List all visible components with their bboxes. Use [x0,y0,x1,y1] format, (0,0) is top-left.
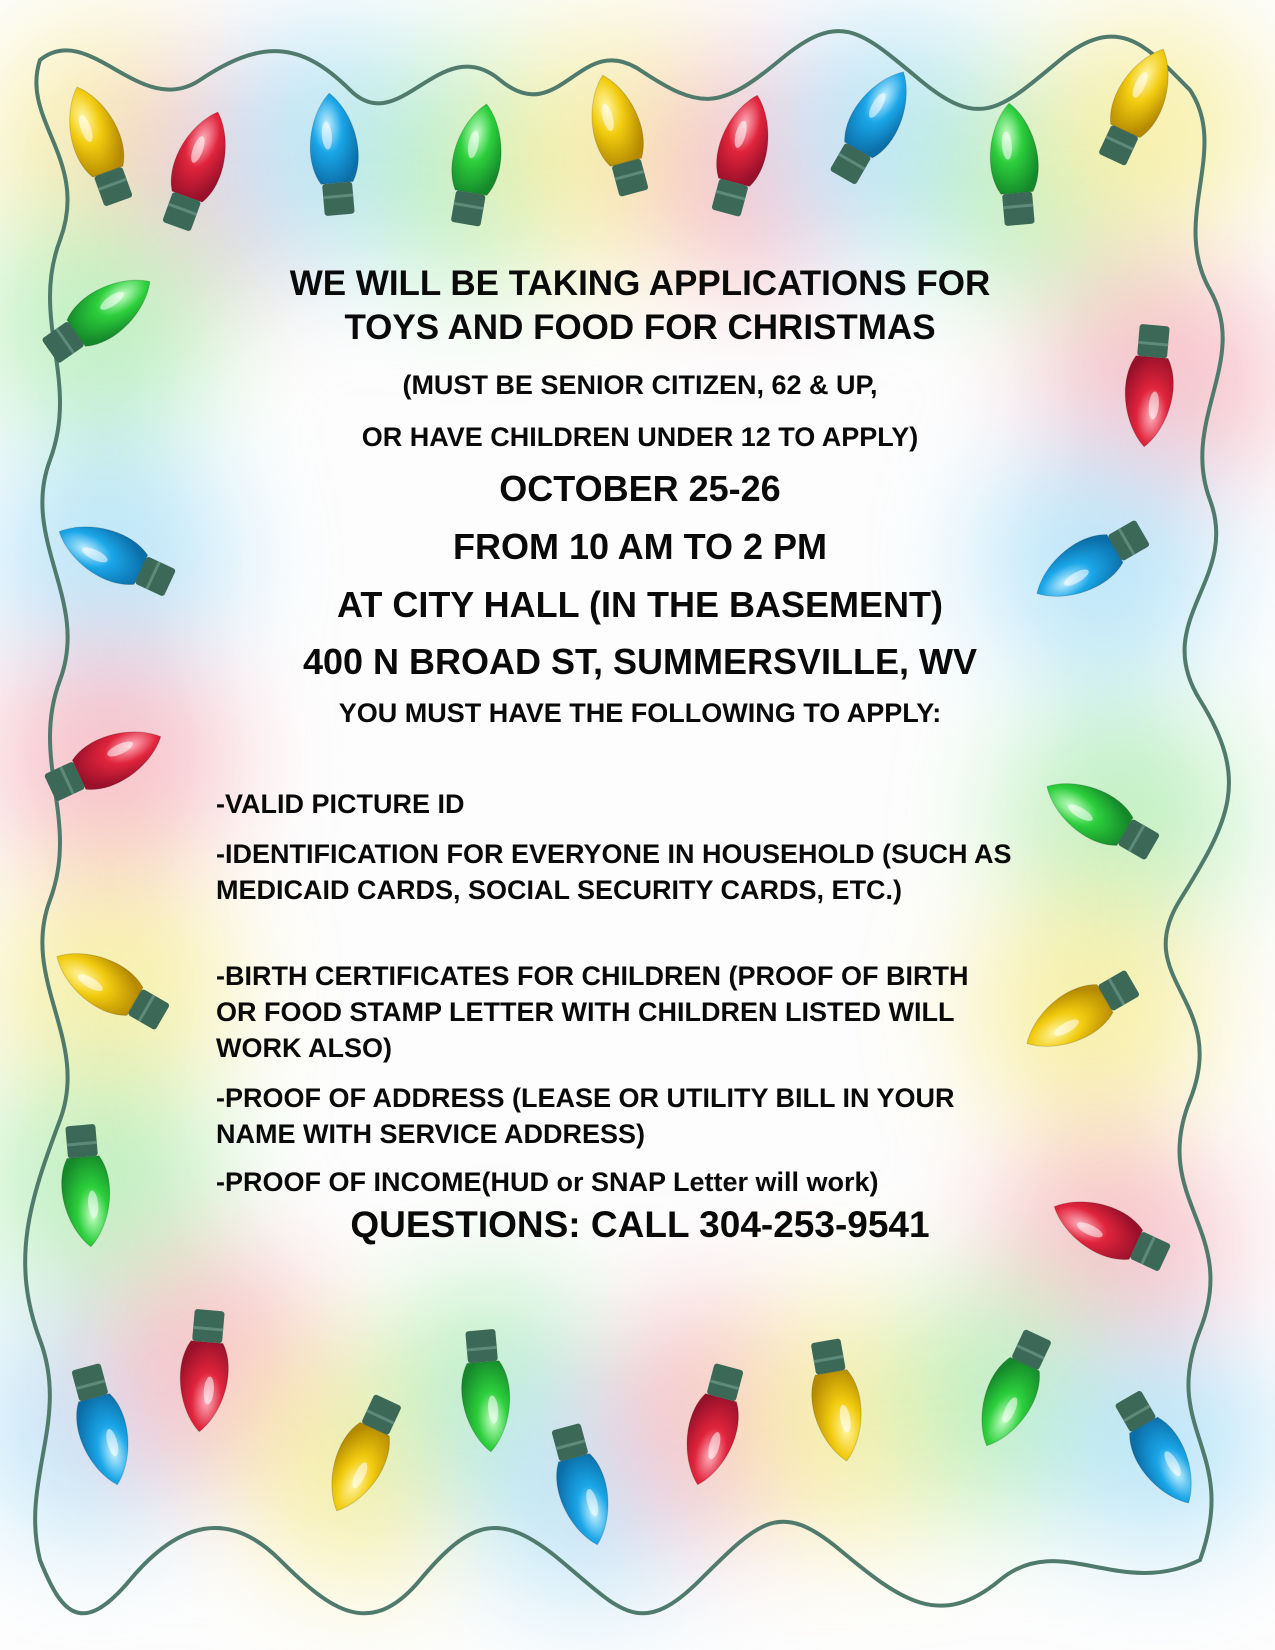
eligibility-line-2: OR HAVE CHILDREN UNDER 12 TO APPLY) [361,422,919,452]
christmas-light-bulb-icon [703,89,781,219]
event-address: 400 N BROAD ST, SUMMERSVILLE, WV [302,641,978,682]
requirement-household-id: -IDENTIFICATION FOR EVERYONE IN HOUSEHOLD (SUCH AS MEDICAID CARDS, SOCIAL SECURITY CARDS, ETC.) [216,839,1012,905]
christmas-light-bulb-icon [822,60,924,190]
christmas-light-bulb-icon [456,1328,514,1454]
christmas-light-bulb-icon [543,1421,621,1551]
christmas-light-bulb-icon [580,69,658,199]
christmas-light-bulb-icon [154,104,241,235]
christmas-light-bulb-icon [442,100,510,228]
requirement-proof-of-address: -PROOF OF ADDRESS (LEASE OR UTILITY BILL IN YOUR NAME WITH SERVICE ADDRESS) [216,1083,955,1149]
christmas-light-bulb-icon [56,1123,114,1249]
christmas-light-bulb-icon [965,1325,1060,1456]
contact-phone: QUESTIONS: CALL 304-253-9541 [350,1204,930,1245]
requirement-picture-id: -VALID PICTURE ID [216,789,465,819]
requirement-proof-of-income: -PROOF OF INCOME(HUD or SNAP Letter will work) [216,1167,879,1197]
christmas-light-bulb-icon [40,715,171,810]
christmas-light-bulb-icon [305,91,363,217]
headline-line-1: WE WILL BE TAKING APPLICATIONS FOR [289,264,991,303]
christmas-light-bulb-icon [802,1337,870,1465]
christmas-light-bulb-icon [675,1361,753,1491]
christmas-light-bulb-icon [36,262,163,371]
christmas-light-bulb-icon [63,1361,141,1491]
christmas-light-bulb-icon [315,1390,410,1521]
event-date: OCTOBER 25-26 [499,468,781,509]
requirements-heading: YOU MUST HAVE THE FOLLOWING TO APPLY: [338,698,942,728]
event-time: FROM 10 AM TO 2 PM [452,526,828,567]
christmas-light-bulb-icon [175,1308,233,1434]
christmas-light-bulb-icon [1035,766,1165,868]
christmas-light-bulb-icon [49,510,180,605]
event-location: AT CITY HALL (IN THE BASEMENT) [337,584,943,625]
christmas-light-bulb-icon [45,936,175,1038]
eligibility-line-1: (MUST BE SENIOR CITIZEN, 62 & UP, [402,370,878,400]
christmas-light-bulb-icon [1090,39,1185,170]
requirement-birth-certificates: -BIRTH CERTIFICATES FOR CHILDREN (PROOF OF BIRTH OR FOOD STAMP LETTER WITH CHILDREN LISTED WILL WORK ALSO) [216,961,969,1063]
headline-line-2: TOYS AND FOOD FOR CHRISTMAS [344,308,936,347]
christmas-light-bulb-icon [1107,1385,1209,1515]
christmas-light-bulb-icon [1015,962,1145,1064]
christmas-light-bulb-icon [985,101,1043,227]
christmas-light-bulb-icon [1120,323,1178,449]
